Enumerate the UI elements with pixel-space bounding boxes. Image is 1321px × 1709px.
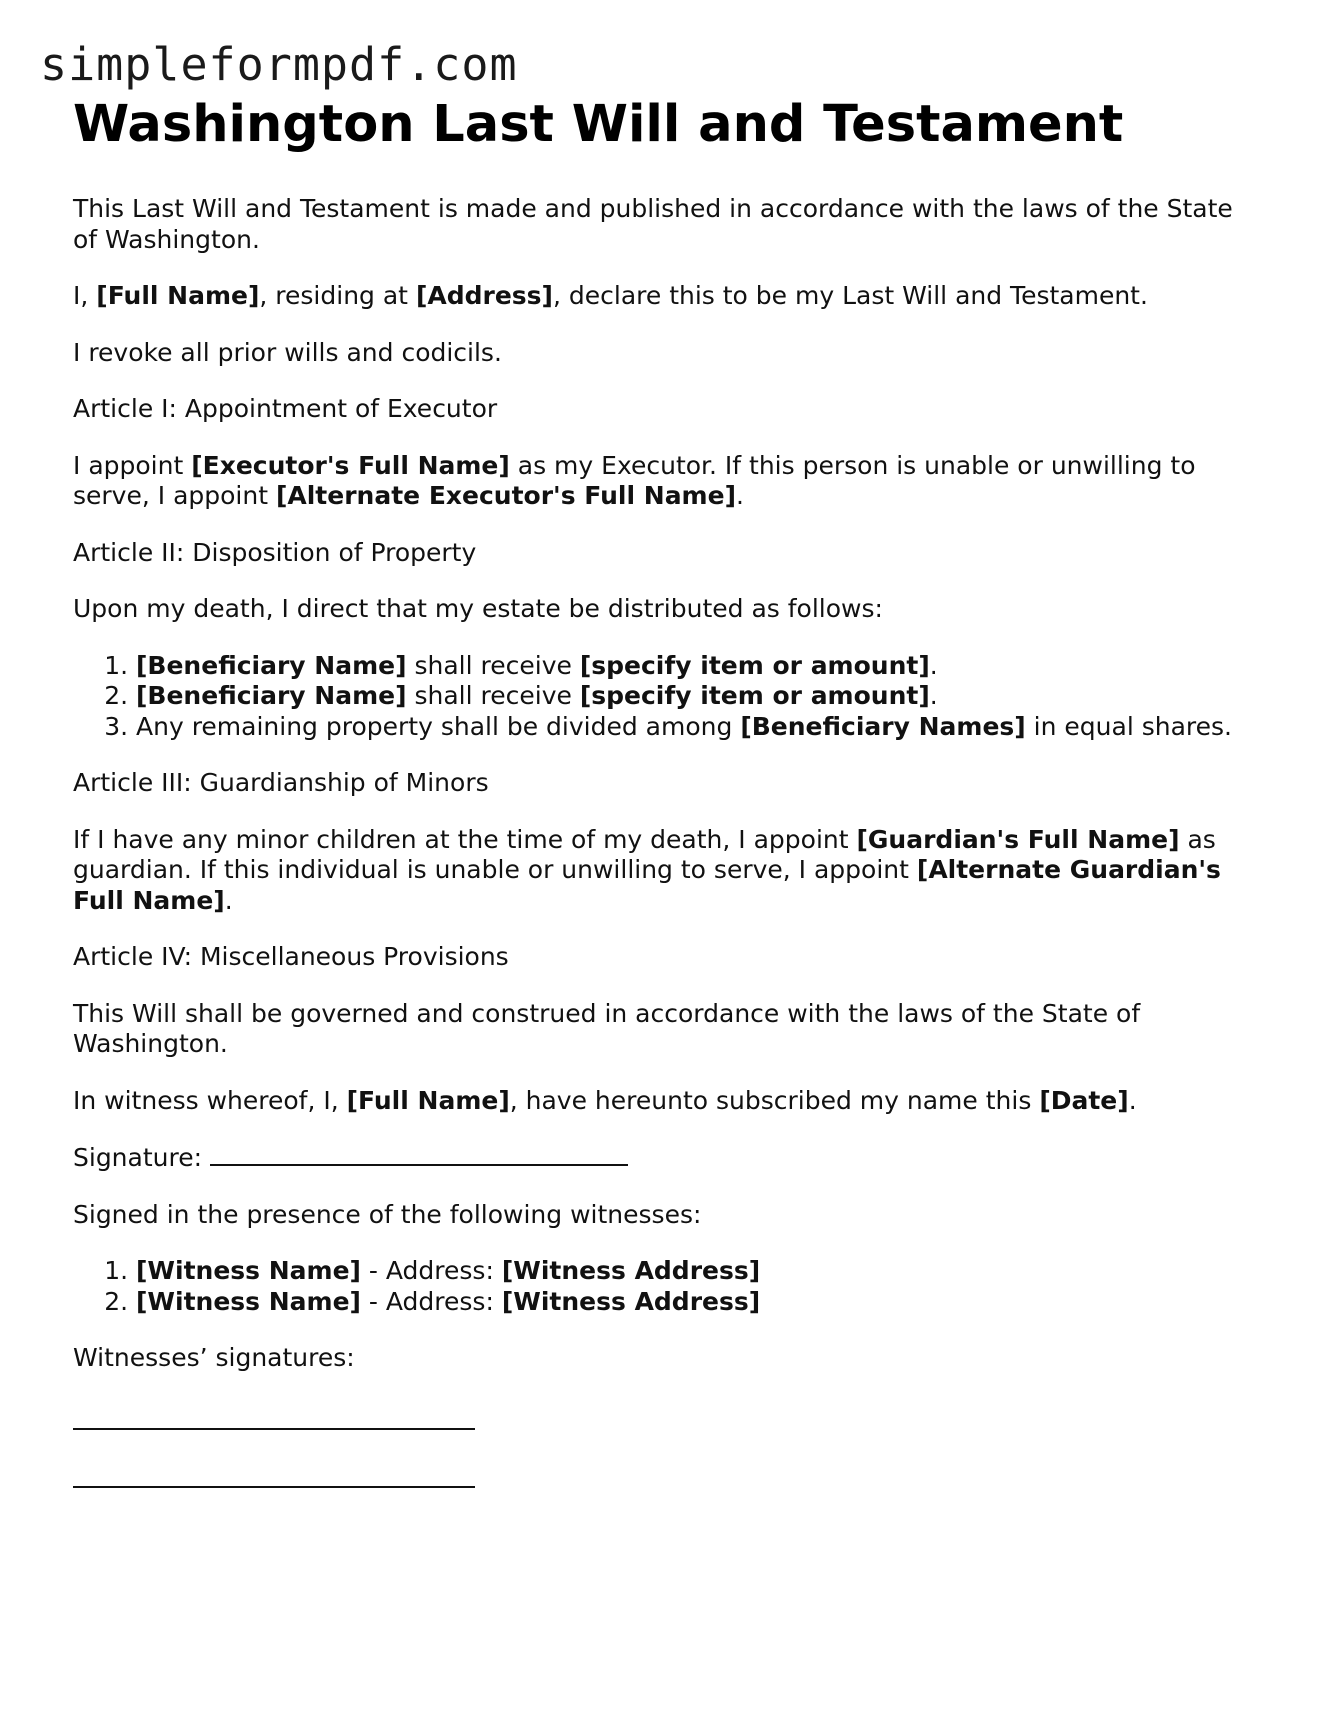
list-item-text: . [929,681,938,710]
revoke-paragraph: I revoke all prior wills and codicils. [73,337,502,367]
signature-label: Signature: [73,1143,203,1172]
declaration-text: , declare this to be my Last Will and Testament. [552,281,1148,310]
site-watermark: simpleformpdf.com [40,38,518,91]
witness-clause-text: , have hereunto subscribed my name this [509,1085,1040,1115]
signature-line[interactable] [210,1142,628,1166]
beneficiary-names-placeholder: [Beneficiary Names] [740,711,1026,741]
list-item-text: - Address: [360,1286,502,1316]
witness-address-placeholder: [Witness Address] [501,1286,761,1316]
witness-name-placeholder: [Witness Name] [136,1256,361,1285]
declaration-paragraph [73,281,1253,312]
article-1-text: . [736,481,744,510]
article-3-paragraph [73,825,1253,917]
alternate-executor-placeholder: [Alternate Executor's Full Name] [275,481,736,510]
list-item-text: in equal shares. [1025,711,1232,741]
item-placeholder: [specify item or amount] [579,650,930,680]
list-item [136,712,1253,743]
article-1-paragraph [73,451,1253,512]
witnesses-signatures-label: Witnesses’ signatures: [73,1343,355,1372]
document-title: Washington Last Will and Testament [73,95,1124,154]
witness-address-placeholder: [Witness Address] [501,1256,761,1285]
article-2-heading: Article II: Disposition of Property [73,537,477,567]
witness-name-placeholder: [Witness Name] [136,1286,361,1316]
article-1-text: I appoint [73,450,192,480]
beneficiary-list [73,651,1253,743]
list-item [136,681,1253,712]
will-document [73,94,1253,1518]
list-item-text: . [929,650,938,680]
signature-row [73,1142,1253,1174]
witnesses-intro: Signed in the presence of the following witnesses: [73,1199,702,1229]
guardian-placeholder: [Guardian's Full Name] [856,824,1180,854]
list-item-text: Any remaining property shall be divided among [136,711,741,741]
article-3-heading: Article III: Guardianship of Minors [73,768,489,797]
date-placeholder: [Date] [1039,1085,1129,1115]
list-item [136,651,1253,682]
list-item-text: - Address: [360,1256,502,1285]
full-name-placeholder: [Full Name] [346,1085,510,1115]
declaration-text: I, [73,281,97,310]
executor-placeholder: [Executor's Full Name] [191,450,510,480]
full-name-placeholder: [Full Name] [96,281,260,310]
intro-paragraph: This Last Will and Testament is made and published in accordance with the laws of the State of Washington. [73,194,1233,254]
article-2-intro: Upon my death, I direct that my estate be distributed as follows: [73,594,883,623]
item-placeholder: [specify item or amount] [579,681,930,710]
article-3-text: If I have any minor children at the time of my death, I appoint [73,824,857,854]
list-item-text: shall receive [406,681,580,710]
witness-clause-text: . [1128,1085,1137,1115]
list-item [136,1287,1253,1318]
article-4-heading: Article IV: Miscellaneous Provisions [73,942,509,971]
alternate-guardian-placeholder: [Alternate Guardian's Full Name] [73,855,1221,915]
article-3-text: . [224,885,233,915]
witness-signature-line[interactable] [73,1460,475,1488]
witness-list [73,1256,1253,1317]
list-item-text: shall receive [406,650,580,680]
list-item [136,1256,1253,1287]
witness-clause-text: In witness whereof, I, [73,1085,347,1115]
article-4-paragraph: This Will shall be governed and construed in accordance with the laws of the State of Washington. [73,998,1141,1058]
witness-clause [73,1086,1253,1117]
article-1-text: as my Executor. If this person is unable or unwilling to serve, I appoint [73,450,1196,510]
article-3-text: as guardian. If this individual is unable or unwilling to serve, I appoint [73,824,1216,884]
beneficiary-placeholder: [Beneficiary Name] [136,681,407,710]
beneficiary-placeholder: [Beneficiary Name] [136,650,407,680]
witness-signature-line[interactable] [73,1402,475,1430]
address-placeholder: [Address] [415,281,553,310]
article-1-heading: Article I: Appointment of Executor [73,394,498,423]
declaration-text: , residing at [259,281,416,310]
